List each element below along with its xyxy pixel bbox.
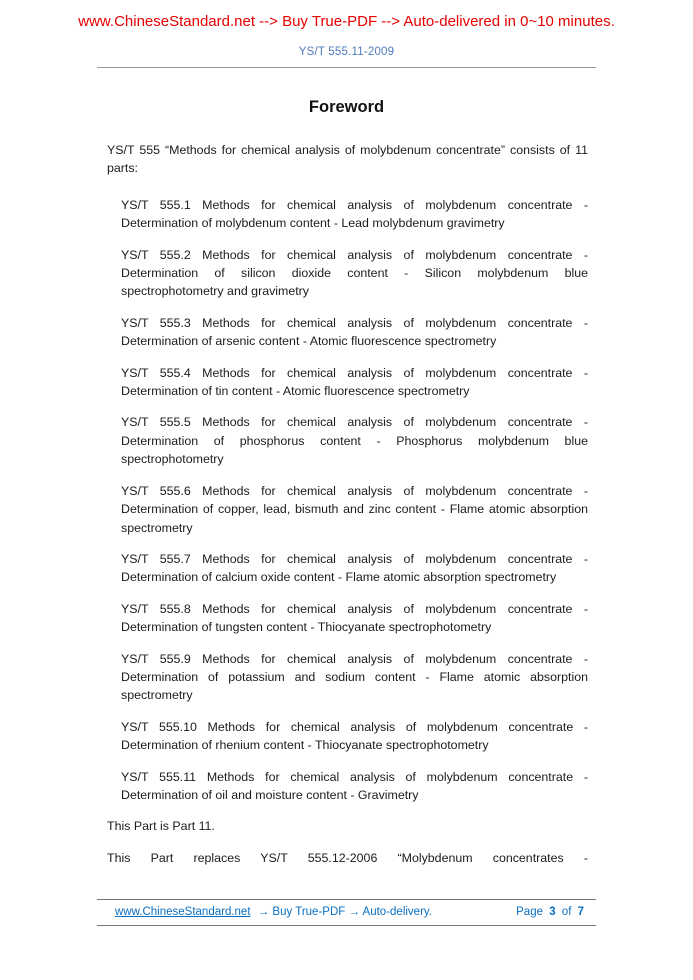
intro-paragraph: YS/T 555 “Methods for chemical analysis of molybdenum concentrate” consists of 11 parts: xyxy=(107,143,588,176)
promo-banner-link[interactable]: www.ChineseStandard.net --> Buy True-PDF --> Auto-delivered in 0~10 minutes. xyxy=(78,13,615,30)
page-indicator xyxy=(513,906,584,918)
part-item: YS/T 555.4 Methods for chemical analysis of molybdenum concentrate - Determination of tin content - Atomic fluorescence spectrometry xyxy=(121,365,588,399)
part-item: YS/T 555.1 Methods for chemical analysis of molybdenum concentrate - Determination of molybdenum content - Lead molybdenum gravimetry xyxy=(121,197,588,231)
header-divider xyxy=(97,67,596,68)
standard-code: YS/T 555.11-2009 xyxy=(298,46,395,58)
part-item: YS/T 555.6 Methods for chemical analysis of molybdenum concentrate - Determination of copper, lead, bismuth and zinc content - Flame atomic absorption spectrometry xyxy=(121,483,588,535)
closing-paragraph-replaces: This Part replaces YS/T 555.12-2006 “Molybdenum concentrates - xyxy=(107,850,588,865)
part-item: YS/T 555.2 Methods for chemical analysis of molybdenum concentrate - Determination of silicon dioxide content - Silicon molybdenum blue spectrophotometry and gravimetry xyxy=(121,247,588,299)
page-total: 7 xyxy=(577,906,584,918)
page-current: 3 xyxy=(549,906,556,918)
part-item: YS/T 555.5 Methods for chemical analysis of molybdenum concentrate - Determination of phosphorus content - Phosphorus molybdenum blue spectrophotometry xyxy=(121,415,588,467)
foreword-title: Foreword xyxy=(308,98,385,116)
footer-site-link[interactable]: www.ChineseStandard.net xyxy=(115,906,251,918)
part-item: YS/T 555.7 Methods for chemical analysis of molybdenum concentrate - Determination of calcium oxide content - Flame atomic absorption spectrometry xyxy=(121,551,588,585)
page-of-label: of xyxy=(561,906,572,918)
part-item: YS/T 555.8 Methods for chemical analysis of molybdenum concentrate - Determination of tungsten content - Thiocyanate spectrophotometry xyxy=(121,601,588,635)
part-item: YS/T 555.10 Methods for chemical analysis of molybdenum concentrate - Determination of rhenium content - Thiocyanate spectrophotometry xyxy=(121,719,588,753)
part-item: YS/T 555.3 Methods for chemical analysis of molybdenum concentrate - Determination of arsenic content - Atomic fluorescence spectrometry xyxy=(121,315,588,349)
page-footer xyxy=(97,899,596,926)
closing-paragraph-part-number: This Part is Part 11. xyxy=(107,819,215,834)
footer-left xyxy=(115,906,432,918)
footer-tagline: → Buy True-PDF → Auto-delivery. xyxy=(257,906,432,918)
part-item: YS/T 555.11 Methods for chemical analysis of molybdenum concentrate - Determination of oil and moisture content - Gravimetry xyxy=(121,769,588,802)
part-item: YS/T 555.9 Methods for chemical analysis of molybdenum concentrate - Determination of potassium and sodium content - Flame atomic absorption spectrometry xyxy=(121,651,588,703)
document-body xyxy=(107,141,588,867)
page-label: Page xyxy=(516,906,543,918)
